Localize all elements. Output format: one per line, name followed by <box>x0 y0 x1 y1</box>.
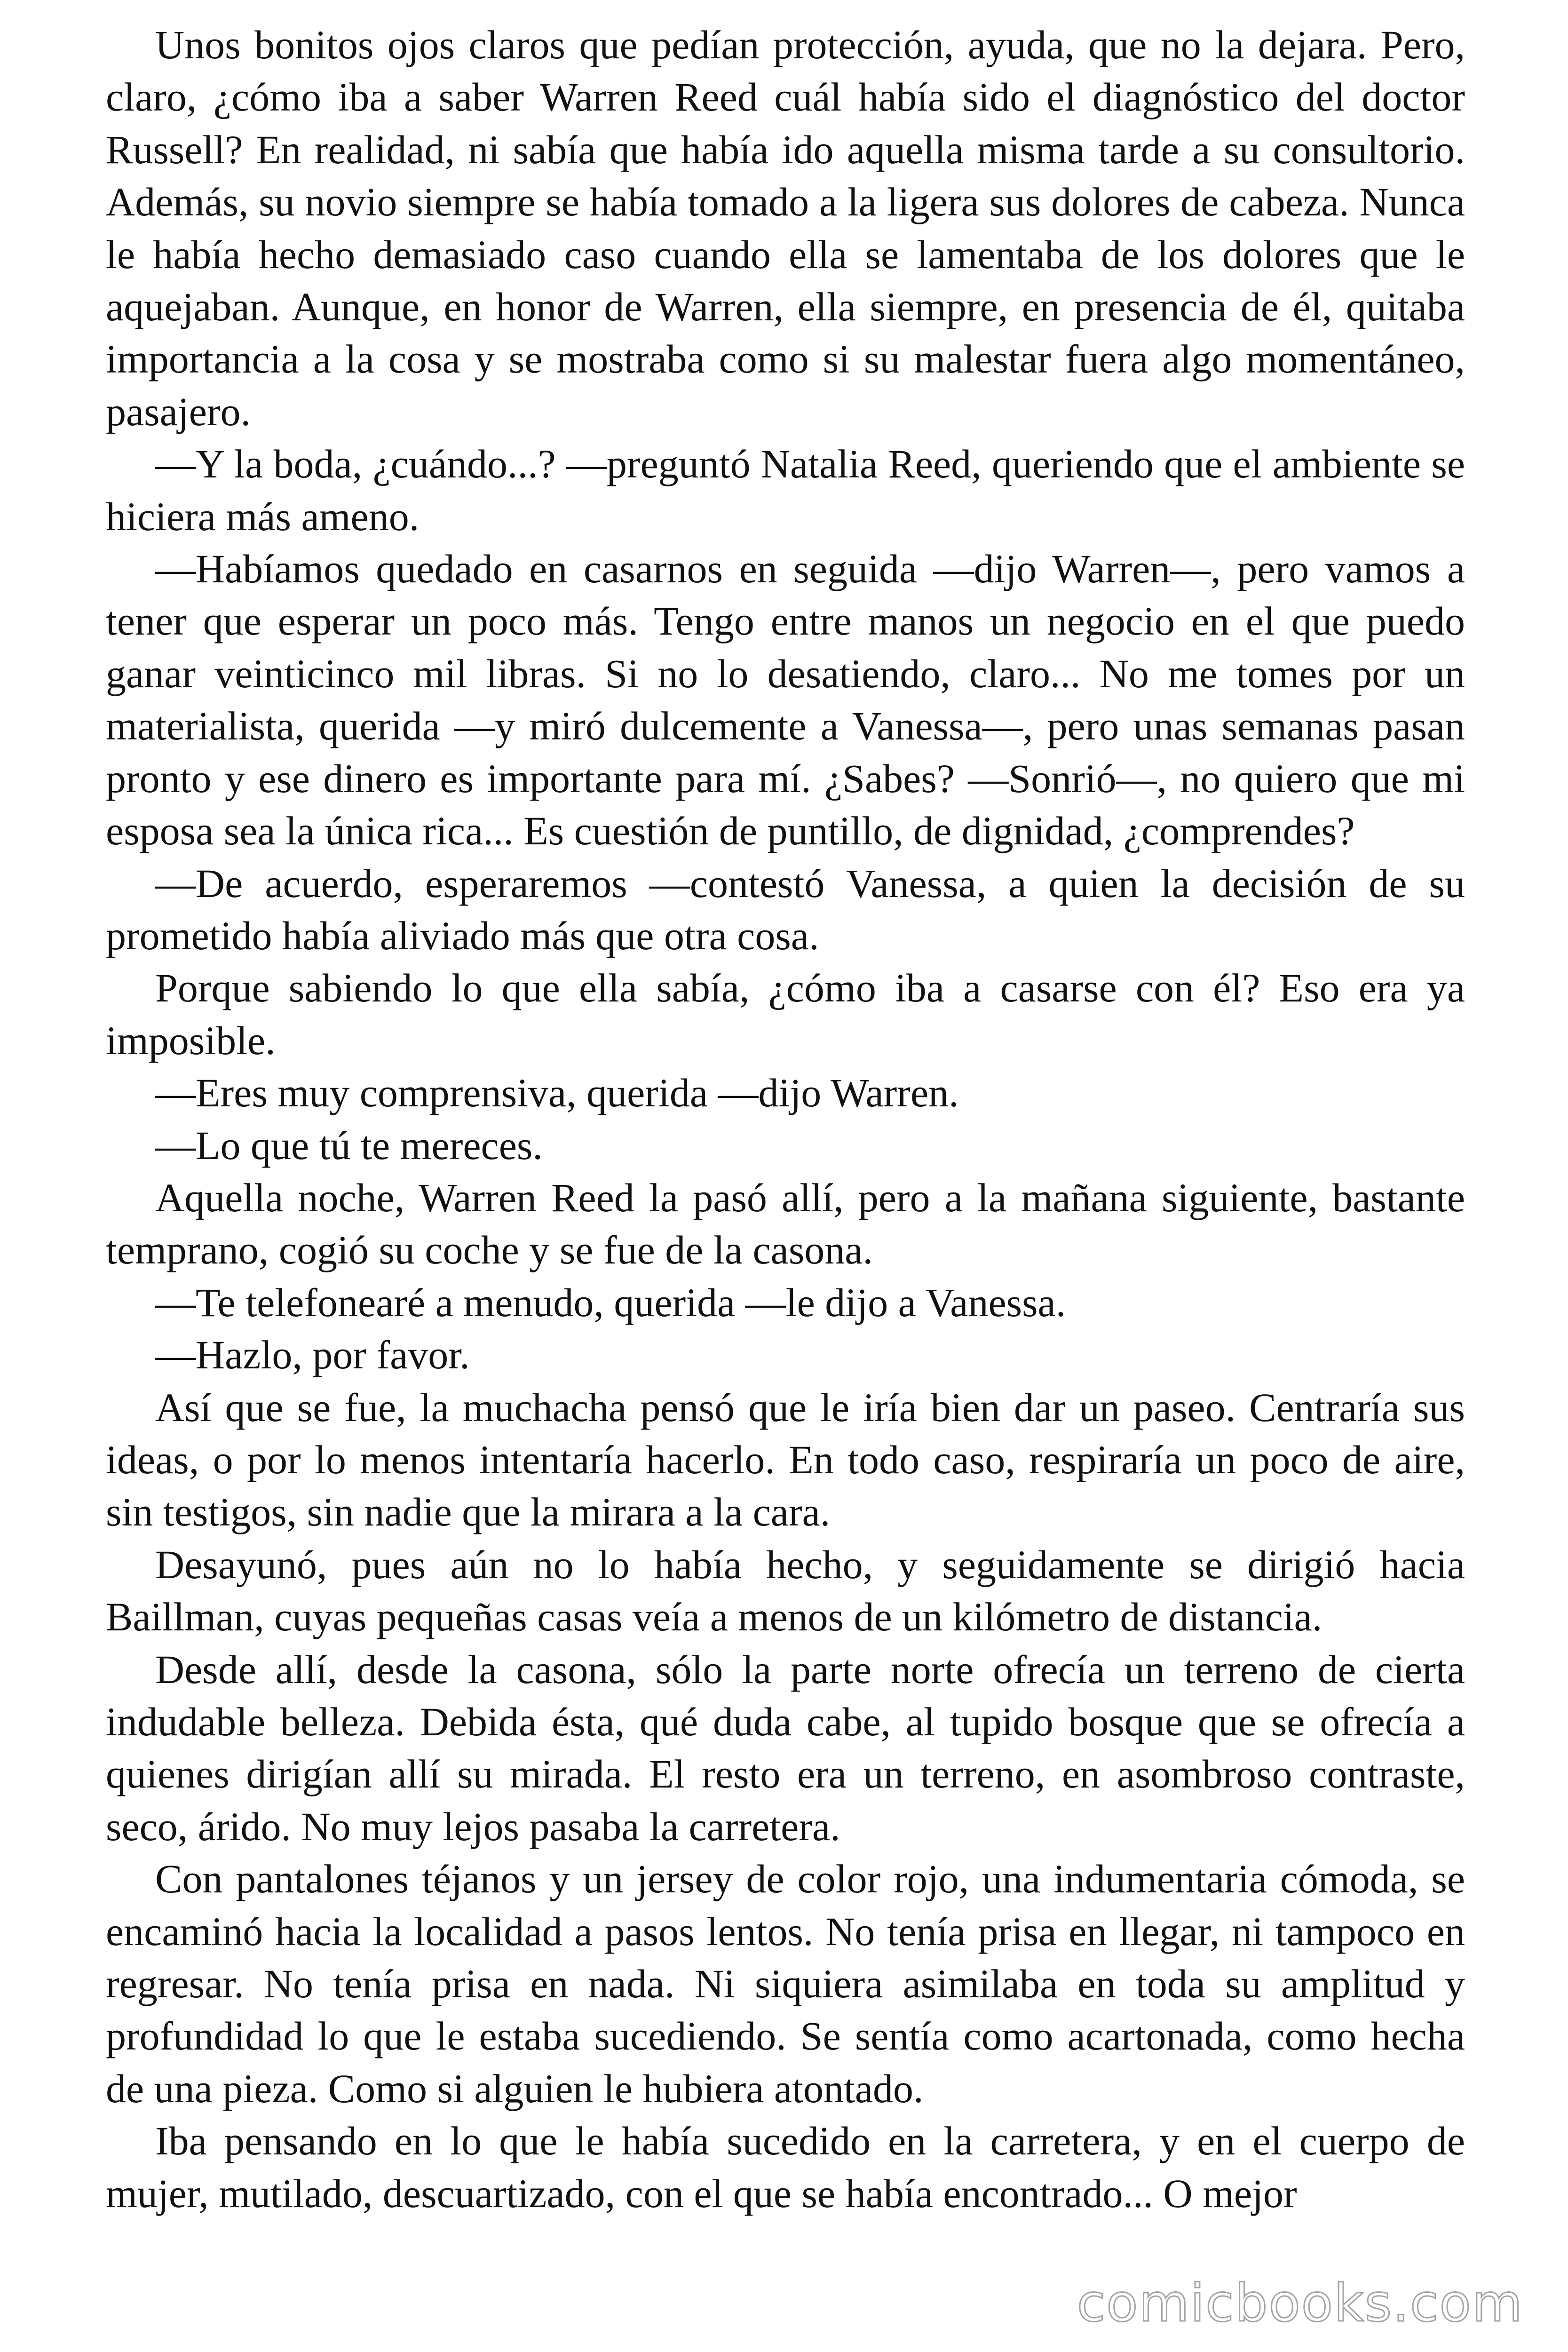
paragraph: —Hazlo, por favor. <box>155 1332 470 1378</box>
paragraph: Porque sabiendo lo que ella sabía, ¿cómo iba a casarse con él? Eso era ya imposible. <box>106 965 1465 1063</box>
paragraph: —Lo que tú te mereces. <box>155 1122 543 1168</box>
paragraph: —Te telefonearé a menudo, querida —le dijo a Vanessa. <box>155 1279 1066 1325</box>
paragraph: Así que se fue, la muchacha pensó que le iría bien dar un paseo. Centraría sus ideas, o por lo menos intentaría hacerlo. En todo caso, respiraría un poco de aire, sin testigos, sin nadie que la mirara a la cara. <box>106 1384 1465 1535</box>
watermark: comicbooks.com <box>1077 2273 1523 2333</box>
paragraph: Desayunó, pues aún no lo había hecho, y seguidamente se dirigió hacia Baillman, cuyas pequeñas casas veía a menos de un kilómetro de distancia. <box>106 1542 1465 1640</box>
paragraph: —Habíamos quedado en casarnos en seguida —dijo Warren—, pero vamos a tener que esperar un poco más. Tengo entre manos un negocio en el que puedo ganar veinticinco mil libras. Si no lo desatiendo, claro... No me tomes por un materialista, querida —y miró dulcemente a Vanessa—, pero unas semanas pasan pronto y ese dinero es importante para mí. ¿Sabes? —Sonrió—, no quiero que mi esposa sea la única rica... Es cuestión de puntillo, de dignidad, ¿comprendes? <box>106 546 1465 854</box>
paragraph: —Y la boda, ¿cuándo...? —preguntó Natalia Reed, queriendo que el ambiente se hiciera más ameno. <box>106 441 1465 539</box>
document-body <box>106 19 1465 2220</box>
paragraph: Unos bonitos ojos claros que pedían protección, ayuda, que no la dejara. Pero, claro, ¿cómo iba a saber Warren Reed cuál había sido el diagnóstico del doctor Russell? En realidad, ni sabía que había ido aquella misma tarde a su consultorio. Además, su novio siempre se había tomado a la ligera sus dolores de cabeza. Nunca le había hecho demasiado caso cuando ella se lamentaba de los dolores que le aquejaban. Aunque, en honor de Warren, ella siempre, en presencia de él, quitaba importancia a la cosa y se mostraba como si su malestar fuera algo momentáneo, pasajero. <box>106 22 1465 434</box>
paragraph: Con pantalones téjanos y un jersey de color rojo, una indumentaria cómoda, se encaminó hacia la localidad a pasos lentos. No tenía prisa en llegar, ni tampoco en regresar. No tenía prisa en nada. Ni siquiera asimilaba en toda su amplitud y profundidad lo que le estaba sucediendo. Se sentía como acartonada, como hecha de una pieza. Como si alguien le hubiera atontado. <box>106 1856 1465 2111</box>
paragraph: Iba pensando en lo que le había sucedido en la carretera, y en el cuerpo de mujer, mutilado, descuartizado, con el que se había encontrado... O mejor <box>106 2118 1465 2216</box>
paragraph: —Eres muy comprensiva, querida —dijo Warren. <box>155 1070 959 1116</box>
paragraph: Desde allí, desde la casona, sólo la parte norte ofrecía un terreno de cierta indudable belleza. Debida ésta, qué duda cabe, al tupido bosque que se ofrecía a quienes dirigían allí su mirada. El resto era un terreno, en asombroso contraste, seco, árido. No muy lejos pasaba la carretera. <box>106 1646 1465 1849</box>
paragraph: Aquella noche, Warren Reed la pasó allí, pero a la mañana siguiente, bastante temprano, cogió su coche y se fue de la casona. <box>106 1175 1465 1273</box>
paragraph: —De acuerdo, esperaremos —contestó Vanessa, a quien la decisión de su prometido había aliviado más que otra cosa. <box>106 860 1465 958</box>
